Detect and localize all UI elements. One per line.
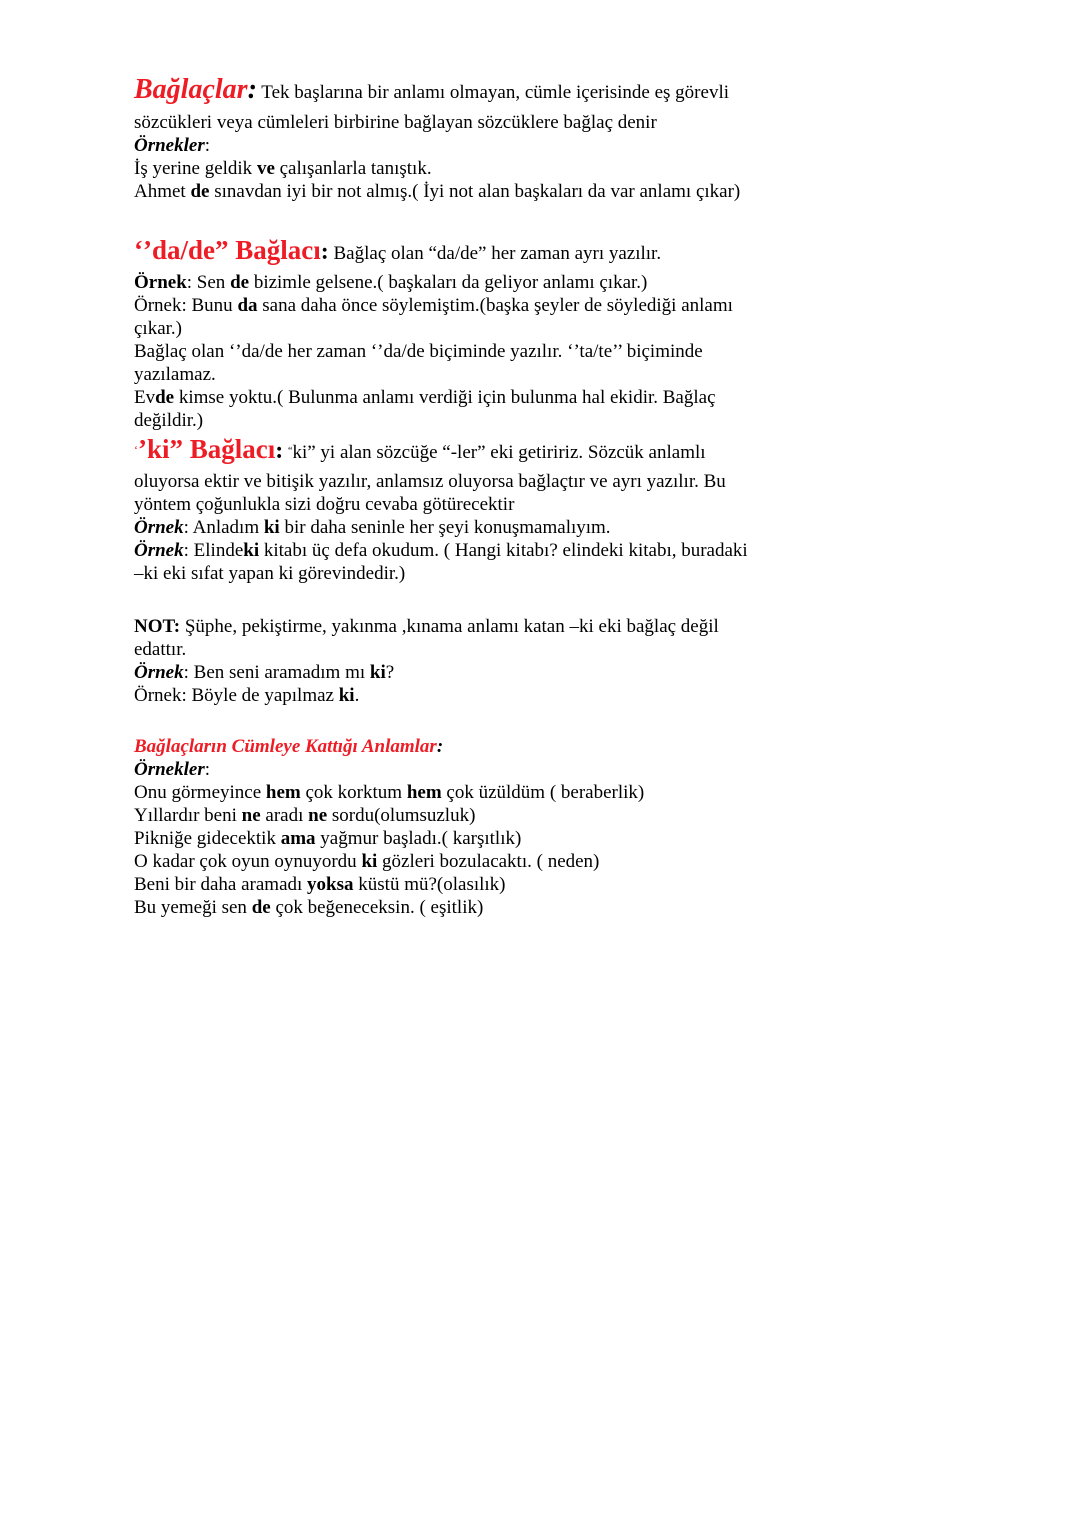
meanings-heading: Bağlaçların Cümleye Kattığı Anlamlar <box>134 736 437 757</box>
example-line: Pikniğe gidecektik ama yağmur başladı.( karşıtlık) <box>134 828 522 849</box>
ki-heading-line: ‘’ki” Bağlacı: “ki” yi alan sözcüğe “-ler” eki getiririz. Sözcük anlamlı <box>134 434 706 464</box>
example-line-cont: –ki eki sıfat yapan ki görevindedir.) <box>134 563 406 584</box>
example-line: Evde kimse yoktu.( Bulunma anlamı verdiği için bulunma hal ekidir. Bağlaç <box>134 387 716 408</box>
example-line: Örnek: Sen de bizimle gelsene.( başkaları da geliyor anlamı çıkar.) <box>134 272 648 293</box>
note-line-cont: edattır. <box>134 639 187 660</box>
baglaclar-heading-line: Bağlaçlar: Tek başlarına bir anlamı olmayan, cümle içerisinde eş görevli <box>134 74 729 105</box>
example-line: Örnek: Bunu da sana daha önce söylemiştim.(başka şeyler de söylediği anlamı <box>134 295 733 316</box>
spacer <box>134 707 814 735</box>
ki-definition-cont: yöntem çoğunlukla sizi doğru cevaba götürecektir <box>134 494 515 515</box>
note-label: NOT: <box>134 616 181 637</box>
meanings-heading-line: Bağlaçların Cümleye Kattığı Anlamlar: <box>134 736 444 757</box>
ki-heading: ’ki” Bağlacı <box>138 434 276 464</box>
example-line: Yıllardır beni ne aradı ne sordu(olumsuzluk) <box>134 805 476 826</box>
ki-definition-cont: oluyorsa ektir ve bitişik yazılır, anlamsız oluyorsa bağlaçtır ve ayrı yazılır. Bu <box>134 471 726 492</box>
spacer <box>134 585 814 615</box>
baglaclar-definition: Tek başlarına bir anlamı olmayan, cümle içerisinde eş görevli <box>256 82 729 103</box>
example-line-cont: çıkar.) <box>134 318 183 339</box>
example-line: Örnek: Ben seni aramadım mı ki? <box>134 662 395 683</box>
baglaclar-definition-cont: sözcükleri veya cümleleri birbirine bağlayan sözcüklere bağlaç denir <box>134 112 657 133</box>
document-page <box>134 72 814 919</box>
example-line: Beni bir daha aramadı yoksa küstü mü?(olasılık) <box>134 874 506 895</box>
example-line: Örnek: Böyle de yapılmaz ki. <box>134 685 360 706</box>
example-line: Örnek: Anladım ki bir daha seninle her şeyi konuşmamalıyım. <box>134 517 611 538</box>
rule-line-cont: yazılamaz. <box>134 364 216 385</box>
da-de-heading-line: ‘’da/de” Bağlacı: Bağlaç olan “da/de” her zaman ayrı yazılır. <box>134 235 662 265</box>
example-line: İş yerine geldik ve çalışanlarla tanıştık. <box>134 158 432 179</box>
ornekler-label: Örnekler: <box>134 135 211 156</box>
baglaclar-heading: Bağlaçlar <box>134 74 248 105</box>
example-line: Bu yemeği sen de çok beğeneceksin. ( eşitlik) <box>134 897 484 918</box>
example-line: Örnek: Elindeki kitabı üç defa okudum. ( Hangi kitabı? elindeki kitabı, buradaki <box>134 540 748 561</box>
example-line: O kadar çok oyun oynuyordu ki gözleri bozulacaktı. ( neden) <box>134 851 600 872</box>
ornekler-label: Örnekler: <box>134 759 211 780</box>
spacer <box>134 203 814 233</box>
rule-line: Bağlaç olan ‘’da/de her zaman ‘’da/de biçiminde yazılır. ‘’ta/te’’ biçiminde <box>134 341 703 362</box>
example-line: Ahmet de sınavdan iyi bir not almış.( İyi not alan başkaları da var anlamı çıkar) <box>134 181 741 202</box>
example-line-cont: değildir.) <box>134 410 204 431</box>
da-de-heading: ‘’da/de” Bağlacı <box>134 235 321 265</box>
note-line: NOT: Şüphe, pekiştirme, yakınma ,kınama anlamı katan –ki eki bağlaç değil <box>134 616 719 637</box>
example-line: Onu görmeyince hem çok korktum hem çok üzüldüm ( beraberlik) <box>134 782 645 803</box>
